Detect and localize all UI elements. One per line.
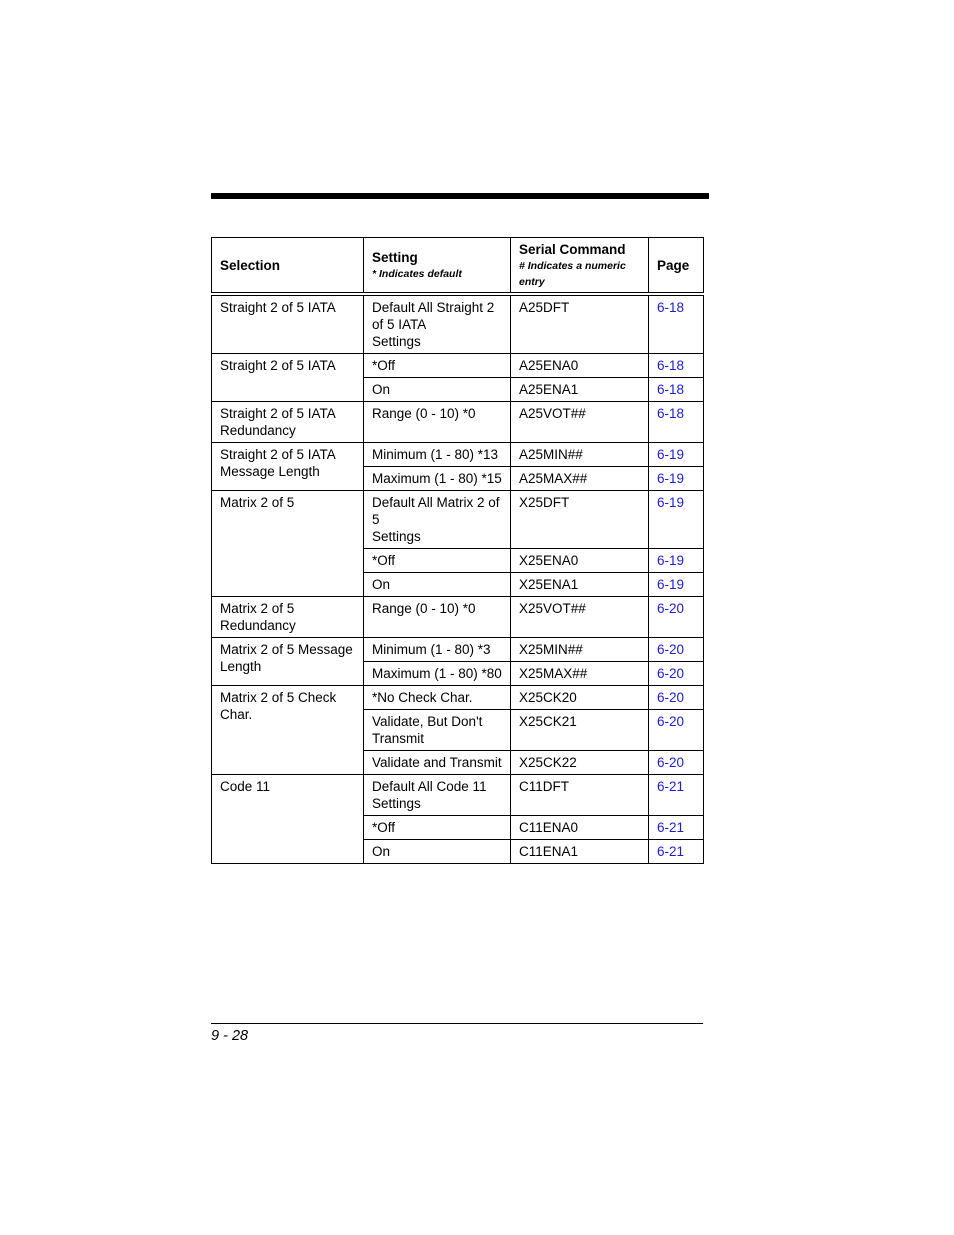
cell-serial: X25ENA1: [511, 573, 649, 597]
cell-setting: On: [364, 840, 511, 864]
cell-page-link[interactable]: 6-18: [649, 378, 704, 402]
cell-setting: Minimum (1 - 80) *13: [364, 443, 511, 467]
cell-serial: A25MAX##: [511, 467, 649, 491]
cell-serial: X25CK22: [511, 751, 649, 775]
table-header-row: [212, 238, 704, 295]
cell-serial: X25CK20: [511, 686, 649, 710]
cell-serial: A25DFT: [511, 294, 649, 354]
cell-page-link[interactable]: 6-20: [649, 638, 704, 662]
cell-serial: X25MAX##: [511, 662, 649, 686]
cell-serial: A25MIN##: [511, 443, 649, 467]
header-page: Page: [649, 238, 704, 295]
cell-page-link[interactable]: 6-18: [649, 402, 704, 443]
serial-command-table: [211, 237, 704, 864]
cell-serial: C11ENA1: [511, 840, 649, 864]
cell-page-link[interactable]: 6-19: [649, 491, 704, 549]
cell-serial: X25DFT: [511, 491, 649, 549]
cell-page-link[interactable]: 6-20: [649, 710, 704, 751]
cell-setting: Minimum (1 - 80) *3: [364, 638, 511, 662]
cell-page-link[interactable]: 6-20: [649, 686, 704, 710]
cell-page-link[interactable]: 6-21: [649, 840, 704, 864]
cell-serial: C11DFT: [511, 775, 649, 816]
cell-selection: Code 11: [212, 775, 364, 864]
cell-serial: X25VOT##: [511, 597, 649, 638]
table-row: [212, 294, 704, 354]
cell-setting: On: [364, 573, 511, 597]
cell-setting: Range (0 - 10) *0: [364, 402, 511, 443]
cell-page-link[interactable]: 6-19: [649, 573, 704, 597]
cell-selection: Straight 2 of 5 IATA: [212, 294, 364, 354]
cell-setting: Validate and Transmit: [364, 751, 511, 775]
table-row: [212, 443, 704, 467]
cell-selection: Matrix 2 of 5 Check Char.: [212, 686, 364, 775]
cell-selection: Matrix 2 of 5: [212, 491, 364, 597]
top-rule: [211, 193, 709, 199]
table-row: [212, 354, 704, 378]
cell-page-link[interactable]: 6-20: [649, 662, 704, 686]
cell-setting: Default All Straight 2 of 5 IATA Settings: [364, 294, 511, 354]
header-setting: Setting * Indicates default: [364, 238, 511, 295]
cell-selection: Matrix 2 of 5 Redundancy: [212, 597, 364, 638]
cell-setting: Default All Matrix 2 of 5 Settings: [364, 491, 511, 549]
cell-serial: X25MIN##: [511, 638, 649, 662]
table-row: [212, 638, 704, 662]
cell-setting: Validate, But Don't Transmit: [364, 710, 511, 751]
cell-setting: Maximum (1 - 80) *15: [364, 467, 511, 491]
cell-serial: A25ENA0: [511, 354, 649, 378]
cell-page-link[interactable]: 6-18: [649, 294, 704, 354]
cell-page-link[interactable]: 6-21: [649, 816, 704, 840]
cell-page-link[interactable]: 6-19: [649, 443, 704, 467]
header-selection: Selection: [212, 238, 364, 295]
cell-page-link[interactable]: 6-18: [649, 354, 704, 378]
cell-page-link[interactable]: 6-19: [649, 549, 704, 573]
page-number: 9 - 28: [211, 1028, 249, 1044]
header-serial-note: # Indicates a numeric entry: [519, 259, 626, 288]
header-serial-command: Serial Command # Indicates a numeric entry: [511, 238, 649, 295]
cell-selection: Straight 2 of 5 IATA: [212, 354, 364, 402]
cell-selection: Matrix 2 of 5 Message Length: [212, 638, 364, 686]
header-setting-note: * Indicates default: [372, 267, 462, 280]
table-row: [212, 686, 704, 710]
cell-setting: On: [364, 378, 511, 402]
cell-setting: *Off: [364, 354, 511, 378]
cell-setting: Range (0 - 10) *0: [364, 597, 511, 638]
cell-page-link[interactable]: 6-20: [649, 597, 704, 638]
cell-page-link[interactable]: 6-19: [649, 467, 704, 491]
cell-serial: X25CK21: [511, 710, 649, 751]
cell-serial: X25ENA0: [511, 549, 649, 573]
cell-setting: *No Check Char.: [364, 686, 511, 710]
cell-selection: Straight 2 of 5 IATA Redundancy: [212, 402, 364, 443]
table-row: [212, 597, 704, 638]
cell-setting: Default All Code 11 Settings: [364, 775, 511, 816]
cell-serial: A25VOT##: [511, 402, 649, 443]
cell-page-link[interactable]: 6-20: [649, 751, 704, 775]
cell-setting: *Off: [364, 549, 511, 573]
table-row: [212, 491, 704, 549]
cell-page-link[interactable]: 6-21: [649, 775, 704, 816]
table-row: [212, 402, 704, 443]
footer-rule: [211, 1023, 703, 1024]
cell-setting: *Off: [364, 816, 511, 840]
cell-setting: Maximum (1 - 80) *80: [364, 662, 511, 686]
cell-serial: A25ENA1: [511, 378, 649, 402]
table-row: [212, 775, 704, 816]
cell-selection: Straight 2 of 5 IATA Message Length: [212, 443, 364, 491]
cell-serial: C11ENA0: [511, 816, 649, 840]
